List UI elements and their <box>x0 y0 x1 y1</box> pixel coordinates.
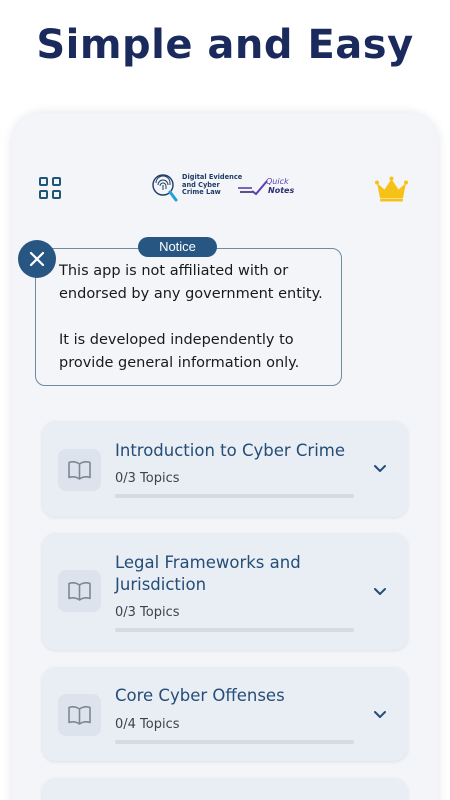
chapter-topic-count: 0/3 Topics <box>115 605 180 620</box>
fingerprint-magnifier-icon <box>152 173 178 203</box>
chapter-title: Core Cyber Offenses <box>115 686 285 705</box>
chapter-progress-bar <box>115 494 354 498</box>
book-icon <box>58 694 101 736</box>
notice-line: This app is not affiliated with or <box>59 263 289 279</box>
chapter-title: Introduction to Cyber Crime <box>115 441 346 460</box>
notice-close-button[interactable] <box>18 240 56 278</box>
crown-icon[interactable] <box>375 176 408 202</box>
book-icon <box>58 449 101 491</box>
chapter-title: Legal Frameworks and Jurisdiction <box>115 553 301 594</box>
chapter-progress-bar <box>115 740 354 744</box>
book-icon <box>58 570 101 612</box>
logo-brand-quick: Quick <box>266 177 289 186</box>
notice-tag: Notice <box>138 237 217 257</box>
close-icon <box>18 240 56 278</box>
notice-line: endorsed by any government entity. <box>59 286 323 302</box>
speed-lines-icon <box>238 179 268 197</box>
chapter-card-introduction[interactable] <box>42 421 408 517</box>
chapter-card-legal-frameworks[interactable] <box>42 533 408 650</box>
chevron-down-icon[interactable] <box>373 587 387 597</box>
chapter-card-next[interactable] <box>42 778 408 800</box>
grid-icon[interactable] <box>39 177 61 199</box>
notice-line: provide general information only. <box>59 355 300 371</box>
chapter-topic-count: 0/3 Topics <box>115 471 180 486</box>
app-logo <box>152 173 297 203</box>
chapter-card-core-offenses[interactable] <box>42 667 408 761</box>
chapter-topic-count: 0/4 Topics <box>115 717 180 732</box>
headline: Simple and Easy <box>36 22 414 68</box>
logo-title: Digital Evidence and Cyber Crime Law <box>182 173 243 197</box>
chapter-progress-bar <box>115 628 354 632</box>
chevron-down-icon[interactable] <box>373 710 387 720</box>
chevron-down-icon[interactable] <box>373 464 387 474</box>
logo-brand-notes: Notes <box>268 186 295 195</box>
notice-line: It is developed independently to <box>59 332 294 348</box>
